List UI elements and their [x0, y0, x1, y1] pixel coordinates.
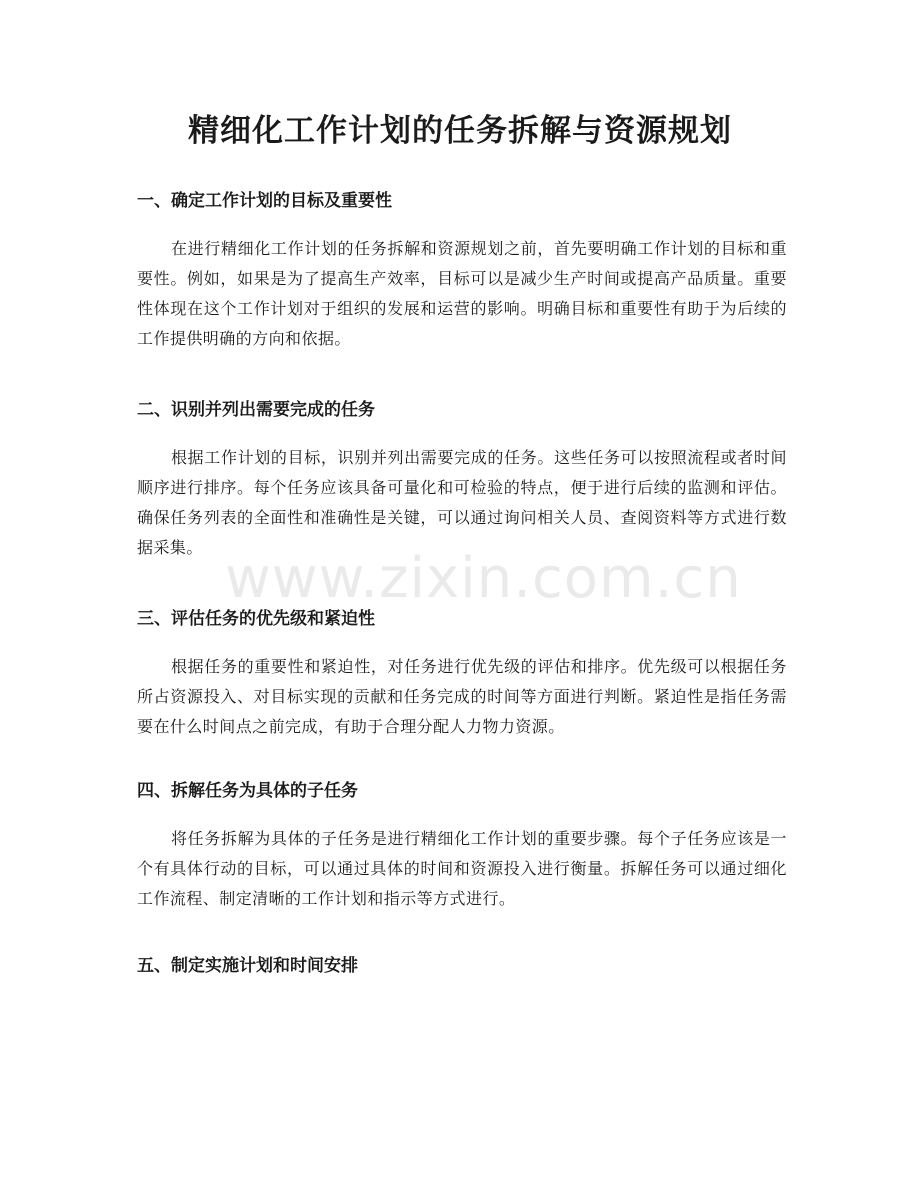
- section-body: 根据工作计划的目标，识别并列出需要完成的任务。这些任务可以按照流程或者时间顺序进行排序。每个任务应该具备可量化和可检验的特点，便于进行后续的监测和评估。确保任务列表的全面性和准确性是关键，可以通过询问相关人员、查阅资料等方式进行数据采集。: [137, 448, 787, 557]
- section-heading: 三、评估任务的优先级和紧迫性: [137, 609, 375, 629]
- section-heading: 二、识别并列出需要完成的任务: [137, 400, 375, 420]
- watermark: www.zixin.com.cn: [225, 546, 742, 611]
- document-title: 精细化工作计划的任务拆解与资源规划: [188, 113, 732, 149]
- section-body: 将任务拆解为具体的子任务是进行精细化工作计划的重要步骤。每个子任务应该是一个有具体行动的目标，可以通过具体的时间和资源投入进行衡量。拆解任务可以通过细化工作流程、制定清晰的工作计划和指示等方式进行。: [137, 829, 787, 908]
- section-heading: 一、确定工作计划的目标及重要性: [137, 191, 392, 211]
- section-4: [137, 778, 787, 914]
- section-5: [137, 953, 787, 979]
- section-heading: 四、拆解任务为具体的子任务: [137, 781, 358, 801]
- section-body: 在进行精细化工作计划的任务拆解和资源规划之前，首先要明确工作计划的目标和重要性。例如，如果是为了提高生产效率，目标可以是减少生产时间或提高产品质量。重要性体现在这个工作计划对于组织的发展和运营的影响。明确目标和重要性有助于为后续的工作提供明确的方向和依据。: [137, 239, 787, 348]
- section-3: [137, 606, 787, 742]
- section-heading: 五、制定实施计划和时间安排: [137, 956, 358, 976]
- section-2: [137, 397, 787, 563]
- section-body: 根据任务的重要性和紧迫性，对任务进行优先级的评估和排序。优先级可以根据任务所占资源投入、对目标实现的贡献和任务完成的时间等方面进行判断。紧迫性是指任务需要在什么时间点之前完成，有助于合理分配人力物力资源。: [137, 657, 787, 736]
- section-1: [137, 188, 787, 354]
